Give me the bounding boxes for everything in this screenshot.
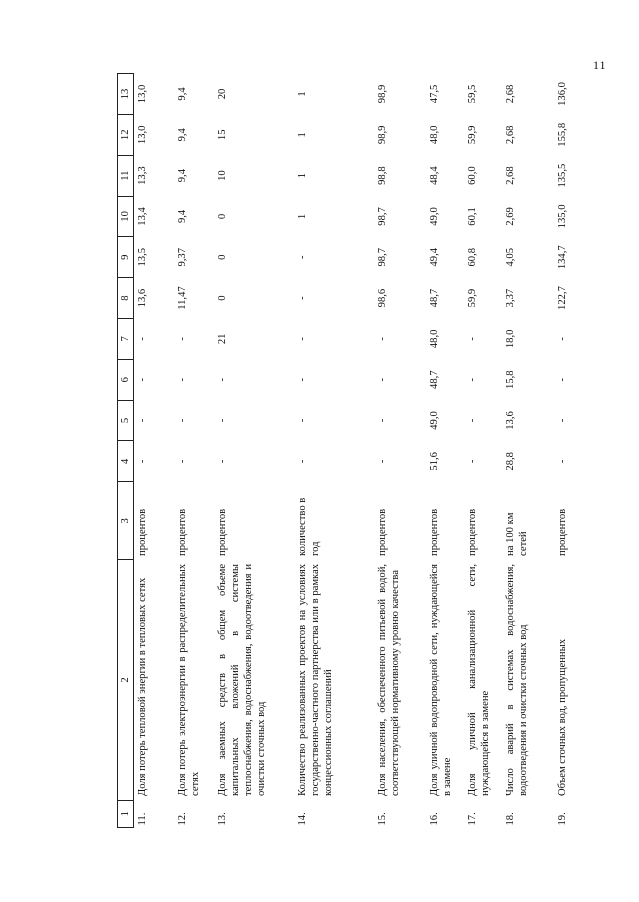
value-cell: 9,4	[177, 128, 188, 142]
value-cell: 59,9	[467, 288, 478, 308]
value-cell: 48,7	[429, 370, 440, 389]
indicator-name: Доля уличной канализационной сети, нуждающейся в замене	[467, 563, 491, 797]
indicator-name: Объем сточных вод, пропущенных	[557, 638, 568, 797]
table-row	[294, 74, 374, 828]
value-cell: 59,5	[467, 84, 478, 104]
value-cell: -	[557, 459, 568, 464]
value-cell: 9,37	[177, 247, 188, 267]
value-cell: -	[177, 418, 188, 423]
value-cell: 3,37	[505, 288, 516, 308]
value-cell: 9,4	[177, 168, 188, 183]
column-header-9: 9	[118, 237, 134, 278]
value-cell: 49,0	[429, 411, 440, 430]
unit-of-measure: на 100 км сетей	[505, 512, 529, 556]
value-cell: 0	[217, 254, 228, 260]
value-cell: 9,4	[177, 87, 188, 101]
row-number: 19.	[557, 812, 568, 826]
column-header-2: 2	[118, 560, 134, 800]
unit-of-measure: процентов	[557, 508, 568, 556]
value-cell: -	[137, 459, 148, 464]
value-cell: 4,05	[505, 247, 516, 267]
value-cell: -	[137, 377, 148, 382]
value-cell: 13,6	[505, 411, 516, 430]
column-header-1: 1	[118, 800, 134, 827]
row-number: 11.	[137, 812, 148, 826]
unit-of-measure: процентов	[429, 508, 440, 556]
value-cell: -	[137, 337, 148, 341]
value-cell: 13,0	[137, 125, 148, 145]
unit-of-measure: количество в год	[297, 497, 321, 556]
page-number: 11	[593, 58, 607, 72]
value-cell: -	[137, 418, 148, 423]
value-cell: 2,68	[505, 125, 516, 145]
value-cell: 10	[217, 170, 228, 181]
value-cell: 49,0	[429, 207, 440, 226]
table-row	[502, 74, 554, 828]
indicator-name: Количество реализованных проектов на условиях государственно-частного партнерства или в рамках концессионных соглашений	[297, 563, 334, 797]
value-cell: 1	[297, 172, 308, 179]
table-row	[374, 74, 426, 828]
value-cell: 122,7	[557, 286, 568, 310]
value-cell: 98,7	[377, 247, 388, 267]
value-cell: -	[297, 459, 308, 464]
value-cell: 98,8	[377, 166, 388, 185]
value-cell: 1	[297, 132, 308, 138]
column-header-4: 4	[118, 441, 134, 482]
value-cell: 9,4	[177, 209, 188, 224]
value-cell: -	[297, 377, 308, 382]
row-number: 12.	[177, 812, 188, 826]
value-cell: -	[377, 377, 388, 382]
indicator-name: Доля потерь тепловой энергии в тепловых сетях	[137, 577, 148, 797]
indicator-name: Доля заемных средств в общем объеме капитальных вложений в системы теплоснабжения, водоснабжения, водоотведения и очистки сточных вод	[217, 563, 267, 797]
value-cell: 13,5	[137, 247, 148, 267]
value-cell: 51,6	[429, 452, 440, 471]
value-cell: -	[297, 337, 308, 341]
row-number: 17.	[467, 812, 478, 826]
value-cell: 59,9	[467, 125, 478, 145]
value-cell: 135,0	[557, 204, 568, 229]
value-cell: -	[177, 377, 188, 382]
value-cell: 0	[217, 295, 228, 301]
column-header-11: 11	[118, 155, 134, 196]
column-header-5: 5	[118, 400, 134, 441]
indicator-name: Доля уличной водопроводной сети, нуждающейся в замене	[429, 563, 453, 797]
value-cell: 15,8	[505, 370, 516, 389]
column-header-8: 8	[118, 278, 134, 319]
value-cell: 13,4	[137, 207, 148, 226]
value-cell: -	[557, 418, 568, 423]
value-cell: -	[177, 459, 188, 464]
value-cell: -	[177, 337, 188, 341]
value-cell: 13,3	[137, 166, 148, 185]
column-header-6: 6	[118, 359, 134, 400]
value-cell: -	[557, 337, 568, 341]
indicators-table	[117, 73, 578, 828]
value-cell: -	[467, 377, 478, 382]
table-row	[174, 74, 214, 828]
table-row	[554, 74, 578, 828]
column-header-13: 13	[118, 74, 134, 115]
value-cell: -	[297, 255, 308, 259]
value-cell: 98,7	[377, 207, 388, 226]
value-cell: 28,8	[505, 452, 516, 471]
value-cell: 155,8	[557, 122, 568, 147]
table-body	[134, 74, 579, 828]
value-cell: 48,0	[429, 329, 440, 349]
value-cell: 48,0	[429, 125, 440, 145]
row-number: 16.	[429, 812, 440, 826]
value-cell: 98,9	[377, 84, 388, 104]
column-header-10: 10	[118, 196, 134, 237]
row-number: 18.	[505, 812, 516, 826]
column-header-12: 12	[118, 114, 134, 155]
rotated-table-container	[117, 73, 629, 828]
value-cell: -	[217, 459, 228, 464]
value-cell: 47,5	[429, 84, 440, 104]
row-number: 15.	[377, 812, 388, 826]
value-cell: 13,0	[137, 84, 148, 104]
value-cell: 49,4	[429, 247, 440, 267]
value-cell: -	[377, 459, 388, 464]
value-cell: 2,68	[505, 166, 516, 185]
value-cell: 1	[297, 213, 308, 220]
value-cell: -	[297, 418, 308, 423]
indicator-name: Доля потерь электроэнергии в распределительных сетях	[177, 563, 201, 797]
row-number: 13.	[217, 812, 228, 826]
unit-of-measure: процентов	[467, 508, 478, 556]
value-cell: 60,8	[467, 247, 478, 267]
value-cell: 60,1	[467, 207, 478, 226]
table-row	[464, 74, 502, 828]
value-cell: -	[467, 459, 478, 464]
unit-of-measure: процентов	[137, 508, 148, 556]
table-row	[426, 74, 464, 828]
value-cell: -	[217, 418, 228, 423]
value-cell: 21	[217, 333, 228, 345]
value-cell: -	[377, 418, 388, 423]
indicator-name: Число аварий в системах водоснабжения, водоотведения и очистки сточных вод	[505, 563, 529, 797]
value-cell: 18,0	[505, 329, 516, 349]
value-cell: -	[297, 296, 308, 300]
value-cell: 134,7	[557, 245, 568, 270]
value-cell: 48,7	[429, 288, 440, 308]
value-cell: 15	[217, 129, 228, 141]
value-cell: 98,9	[377, 125, 388, 145]
header-row	[118, 74, 134, 828]
table-header	[118, 74, 134, 828]
table-row	[134, 74, 175, 828]
unit-of-measure: процентов	[377, 508, 388, 556]
value-cell: 48,4	[429, 166, 440, 185]
row-number: 14.	[297, 812, 308, 826]
value-cell: 1	[297, 91, 308, 97]
column-header-3: 3	[118, 482, 134, 560]
value-cell: 98,6	[377, 288, 388, 308]
value-cell: 60,0	[467, 166, 478, 185]
value-cell: 0	[217, 213, 228, 220]
value-cell: 2,68	[505, 84, 516, 104]
value-cell: 20	[217, 88, 228, 100]
value-cell: 135,5	[557, 163, 568, 188]
value-cell: -	[467, 337, 478, 341]
column-header-7: 7	[118, 318, 134, 359]
table-row	[214, 74, 294, 828]
value-cell: -	[557, 377, 568, 382]
value-cell: 2,69	[505, 207, 516, 226]
value-cell: 13,6	[137, 288, 148, 308]
value-cell: -	[467, 418, 478, 423]
indicator-name: Доля населения, обеспеченного питьевой водой, соответствующей нормативному уровню качества	[377, 563, 401, 797]
value-cell: 136,0	[557, 82, 568, 106]
value-cell: -	[377, 337, 388, 341]
unit-of-measure: процентов	[217, 508, 228, 556]
unit-of-measure: процентов	[177, 508, 188, 556]
value-cell: -	[217, 377, 228, 382]
value-cell: 11,47	[177, 286, 188, 310]
